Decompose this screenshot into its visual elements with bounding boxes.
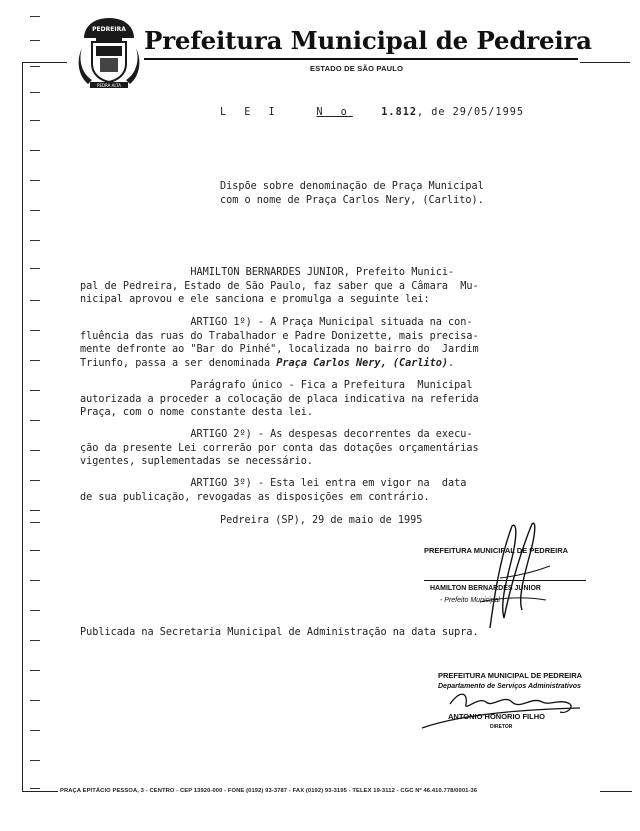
text-line: mente defronte ao "Bar do Pinhé", localizada no bairro do Jardim bbox=[80, 344, 479, 355]
text-line: pal de Pedreira, Estado de São Paulo, faz saber que a Câmara Mu- bbox=[80, 280, 479, 292]
text-line: ARTIGO 3º) - Esta lei entra em vigor na data bbox=[80, 478, 467, 489]
text-line: vigentes, suplementadas se necessário. bbox=[80, 456, 314, 467]
admin-stamp-name: ANTONIO HONORIO FILHO bbox=[448, 712, 545, 721]
paragraph-sole bbox=[80, 379, 479, 420]
law-number: 1.812 bbox=[381, 107, 417, 118]
text-line: Parágrafo único - Fica a Prefeitura Municipal bbox=[80, 380, 473, 391]
text-line: ção da presente Lei correrão por conta das dotações orçamentárias bbox=[80, 442, 479, 454]
mayor-signature-line bbox=[424, 580, 586, 581]
mayor-signature-icon bbox=[460, 518, 560, 638]
page-title: Prefeitura Municipal de Pedreira bbox=[144, 26, 592, 55]
frame-top-right-rule bbox=[580, 62, 630, 63]
text-line: ARTIGO 1º) - A Praça Municipal situada na con- bbox=[80, 317, 473, 328]
text-line: de sua publicação, revogadas as disposições em contrário. bbox=[80, 491, 430, 503]
footer-rule-right bbox=[600, 791, 632, 792]
footer-address: PRAÇA EPITÁCIO PESSOA, 3 - CENTRO - CEP 13920-000 - FONE (0192) 93-3787 - FAX (0192) 93-3195 - TELEX 19-3112 - CGC Nº 46.410.778/0001-36 bbox=[60, 788, 478, 794]
text-line: nicipal aprovou e ele sanciona e promulga a seguinte lei: bbox=[80, 294, 430, 305]
law-number-line bbox=[220, 106, 524, 120]
text-line: ARTIGO 2º) - As despesas decorrentes da execu- bbox=[80, 429, 473, 440]
paragraph-preamble bbox=[80, 266, 479, 307]
paragraph-article-3 bbox=[80, 477, 466, 504]
paragraph-article-1 bbox=[80, 316, 479, 370]
text-fragment: . bbox=[448, 357, 455, 369]
text-fragment: Triunfo, passa a ser denominada bbox=[80, 357, 277, 369]
admin-stamp-dept: Departamento de Serviços Administrativos bbox=[438, 683, 581, 690]
text-line: fluência das ruas do Trabalhador e Padre Donizette, mais precisa- bbox=[80, 330, 479, 342]
mayor-stamp-role: - Prefeito Municipal - bbox=[440, 597, 505, 604]
text-line: Praça, com o nome constante desta lei. bbox=[80, 407, 314, 418]
law-number-label: N o bbox=[316, 107, 353, 118]
text-line: HAMILTON BERNARDES JUNIOR, Prefeito Munici- bbox=[80, 267, 455, 278]
crest-label-top: PEDREIRA bbox=[92, 26, 126, 33]
square-name: Praça Carlos Nery, (Carlito) bbox=[276, 357, 449, 369]
margin-ticks bbox=[30, 10, 46, 810]
footer-rule-left bbox=[22, 791, 58, 792]
signing-date: Pedreira (SP), 29 de maio de 1995 bbox=[220, 515, 423, 526]
admin-stamp-role: DIRETOR bbox=[490, 724, 513, 730]
publication-note: Publicada na Secretaria Municipal de Administração na data supra. bbox=[80, 627, 479, 638]
text-line: autorizada a proceder a colocação de placa indicativa na referida bbox=[80, 393, 479, 405]
summary-line: Dispõe sobre denominação de Praça Municipal bbox=[220, 181, 484, 192]
state-subtitle: ESTADO DE SÃO PAULO bbox=[310, 64, 404, 73]
crest-label-bottom: PEDRA ALTA bbox=[97, 83, 121, 88]
frame-top-rule bbox=[22, 62, 67, 63]
title-underline bbox=[144, 58, 578, 60]
law-date: , de 29/05/1995 bbox=[416, 107, 524, 118]
mayor-stamp-org: PREFEITURA MUNICIPAL DE PEDREIRA bbox=[424, 546, 569, 555]
mayor-stamp-name: HAMILTON BERNARDES JUNIOR bbox=[430, 585, 541, 592]
law-prefix: L E I bbox=[220, 107, 281, 118]
paragraph-article-2 bbox=[80, 428, 479, 469]
summary-line: com o nome de Praça Carlos Nery, (Carlito). bbox=[220, 194, 484, 206]
law-summary bbox=[220, 180, 484, 207]
frame-left-rule bbox=[22, 62, 23, 792]
municipal-crest-icon bbox=[78, 14, 140, 90]
admin-stamp-org: PREFEITURA MUNICIPAL DE PEDREIRA bbox=[438, 671, 583, 680]
text-line bbox=[80, 357, 479, 371]
